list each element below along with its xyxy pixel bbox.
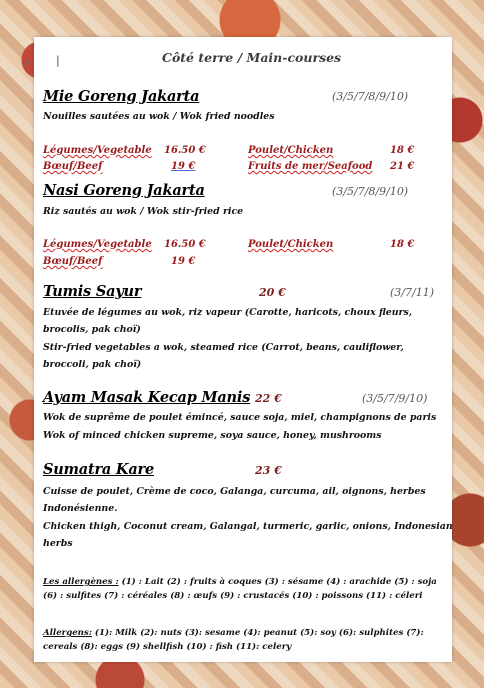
price-value: 16.50 € <box>164 145 206 156</box>
dish-name: Ayam Masak Kecap Manis <box>43 389 251 406</box>
price-label: Fruits de mer/Seafood <box>248 161 373 172</box>
dish-description: Wok of minced chicken supreme, soya sauce, honey, mushrooms <box>43 430 382 441</box>
page-title: Côté terre / Main-courses <box>162 50 342 65</box>
dish-description: brocolis, pak choï) <box>43 324 141 335</box>
dish-description: Stir-fried vegetables a wok, steamed rice (Carrot, beans, cauliflower, <box>43 342 404 353</box>
dish-name: Sumatra Kare <box>43 461 154 478</box>
price-label: Légumes/Vegetable <box>43 239 152 250</box>
price-value: 18 € <box>390 239 415 250</box>
allergens-french <box>43 575 439 603</box>
price-label: Poulet/Chicken <box>248 145 334 156</box>
dish-description: Nouilles sautées au wok / Wok fried noodles <box>43 111 275 122</box>
price-value: 21 € <box>390 161 415 172</box>
dish-description: Cuisse de poulet, Crème de coco, Galanga, curcuma, ail, oignons, herbes <box>43 486 426 497</box>
dish-price: 20 € <box>259 286 286 299</box>
allergen-codes: (3/5/7/8/9/10) <box>332 185 409 198</box>
allergens-english-text: (1): Milk (2): nuts (3): sesame (4): peanut (5): soy (6): sulphites (7): cereals (8): eggs (9) shellfish (10) : fish (11): celery <box>43 628 424 652</box>
allergens-french-text: (1) : Lait (2) : fruits à coques (3) : sésame (4) : arachide (5) : soja (6) : sulfites (7) : céréales (8) : œufs (9) : crustacés (10) : poissons (11) : céleri <box>43 577 437 601</box>
allergens-english-heading: Allergens: <box>43 628 92 638</box>
price-value: 19 € <box>171 256 196 267</box>
dish-description: Wok de suprême de poulet émincé, sauce soja, miel, champignons de paris <box>43 412 437 423</box>
allergens-english <box>43 626 439 654</box>
price-value: 18 € <box>390 145 415 156</box>
price-label: Poulet/Chicken <box>248 239 334 250</box>
allergen-codes: (3/5/7/9/10) <box>362 392 428 405</box>
price-label: Légumes/Vegetable <box>43 145 152 156</box>
dish-description: Riz sautés au wok / Wok stir-fried rice <box>43 206 244 217</box>
dish-description: Etuvée de légumes au wok, riz vapeur (Carotte, haricots, choux fleurs, <box>43 307 413 318</box>
dish-description: Chicken thigh, Coconut cream, Galangal, turmeric, garlic, onions, Indonesian <box>43 521 453 532</box>
allergens-french-heading: Les allergènes : <box>43 577 119 587</box>
menu-page <box>22 37 453 662</box>
price-label: Bœuf/Beef <box>43 161 103 172</box>
pin-icon: ✐ <box>22 57 32 70</box>
allergen-codes: (3/7/11) <box>390 286 434 299</box>
price-value: 16.50 € <box>164 239 206 250</box>
allergen-codes: (3/5/7/8/9/10) <box>332 90 409 103</box>
dish-price: 22 € <box>255 392 282 405</box>
dish-description: Indonésienne. <box>43 503 118 514</box>
dish-name: Tumis Sayur <box>43 283 142 300</box>
dish-price: 23 € <box>255 464 282 477</box>
text-cursor: | <box>56 54 60 67</box>
dish-description: herbs <box>43 538 73 549</box>
price-value: 19 € <box>171 161 196 172</box>
price-label: Bœuf/Beef <box>43 256 103 267</box>
dish-name: Mie Goreng Jakarta <box>43 88 200 105</box>
dish-name: Nasi Goreng Jakarta <box>43 182 205 199</box>
dish-description: broccoli, pak choï) <box>43 359 142 370</box>
